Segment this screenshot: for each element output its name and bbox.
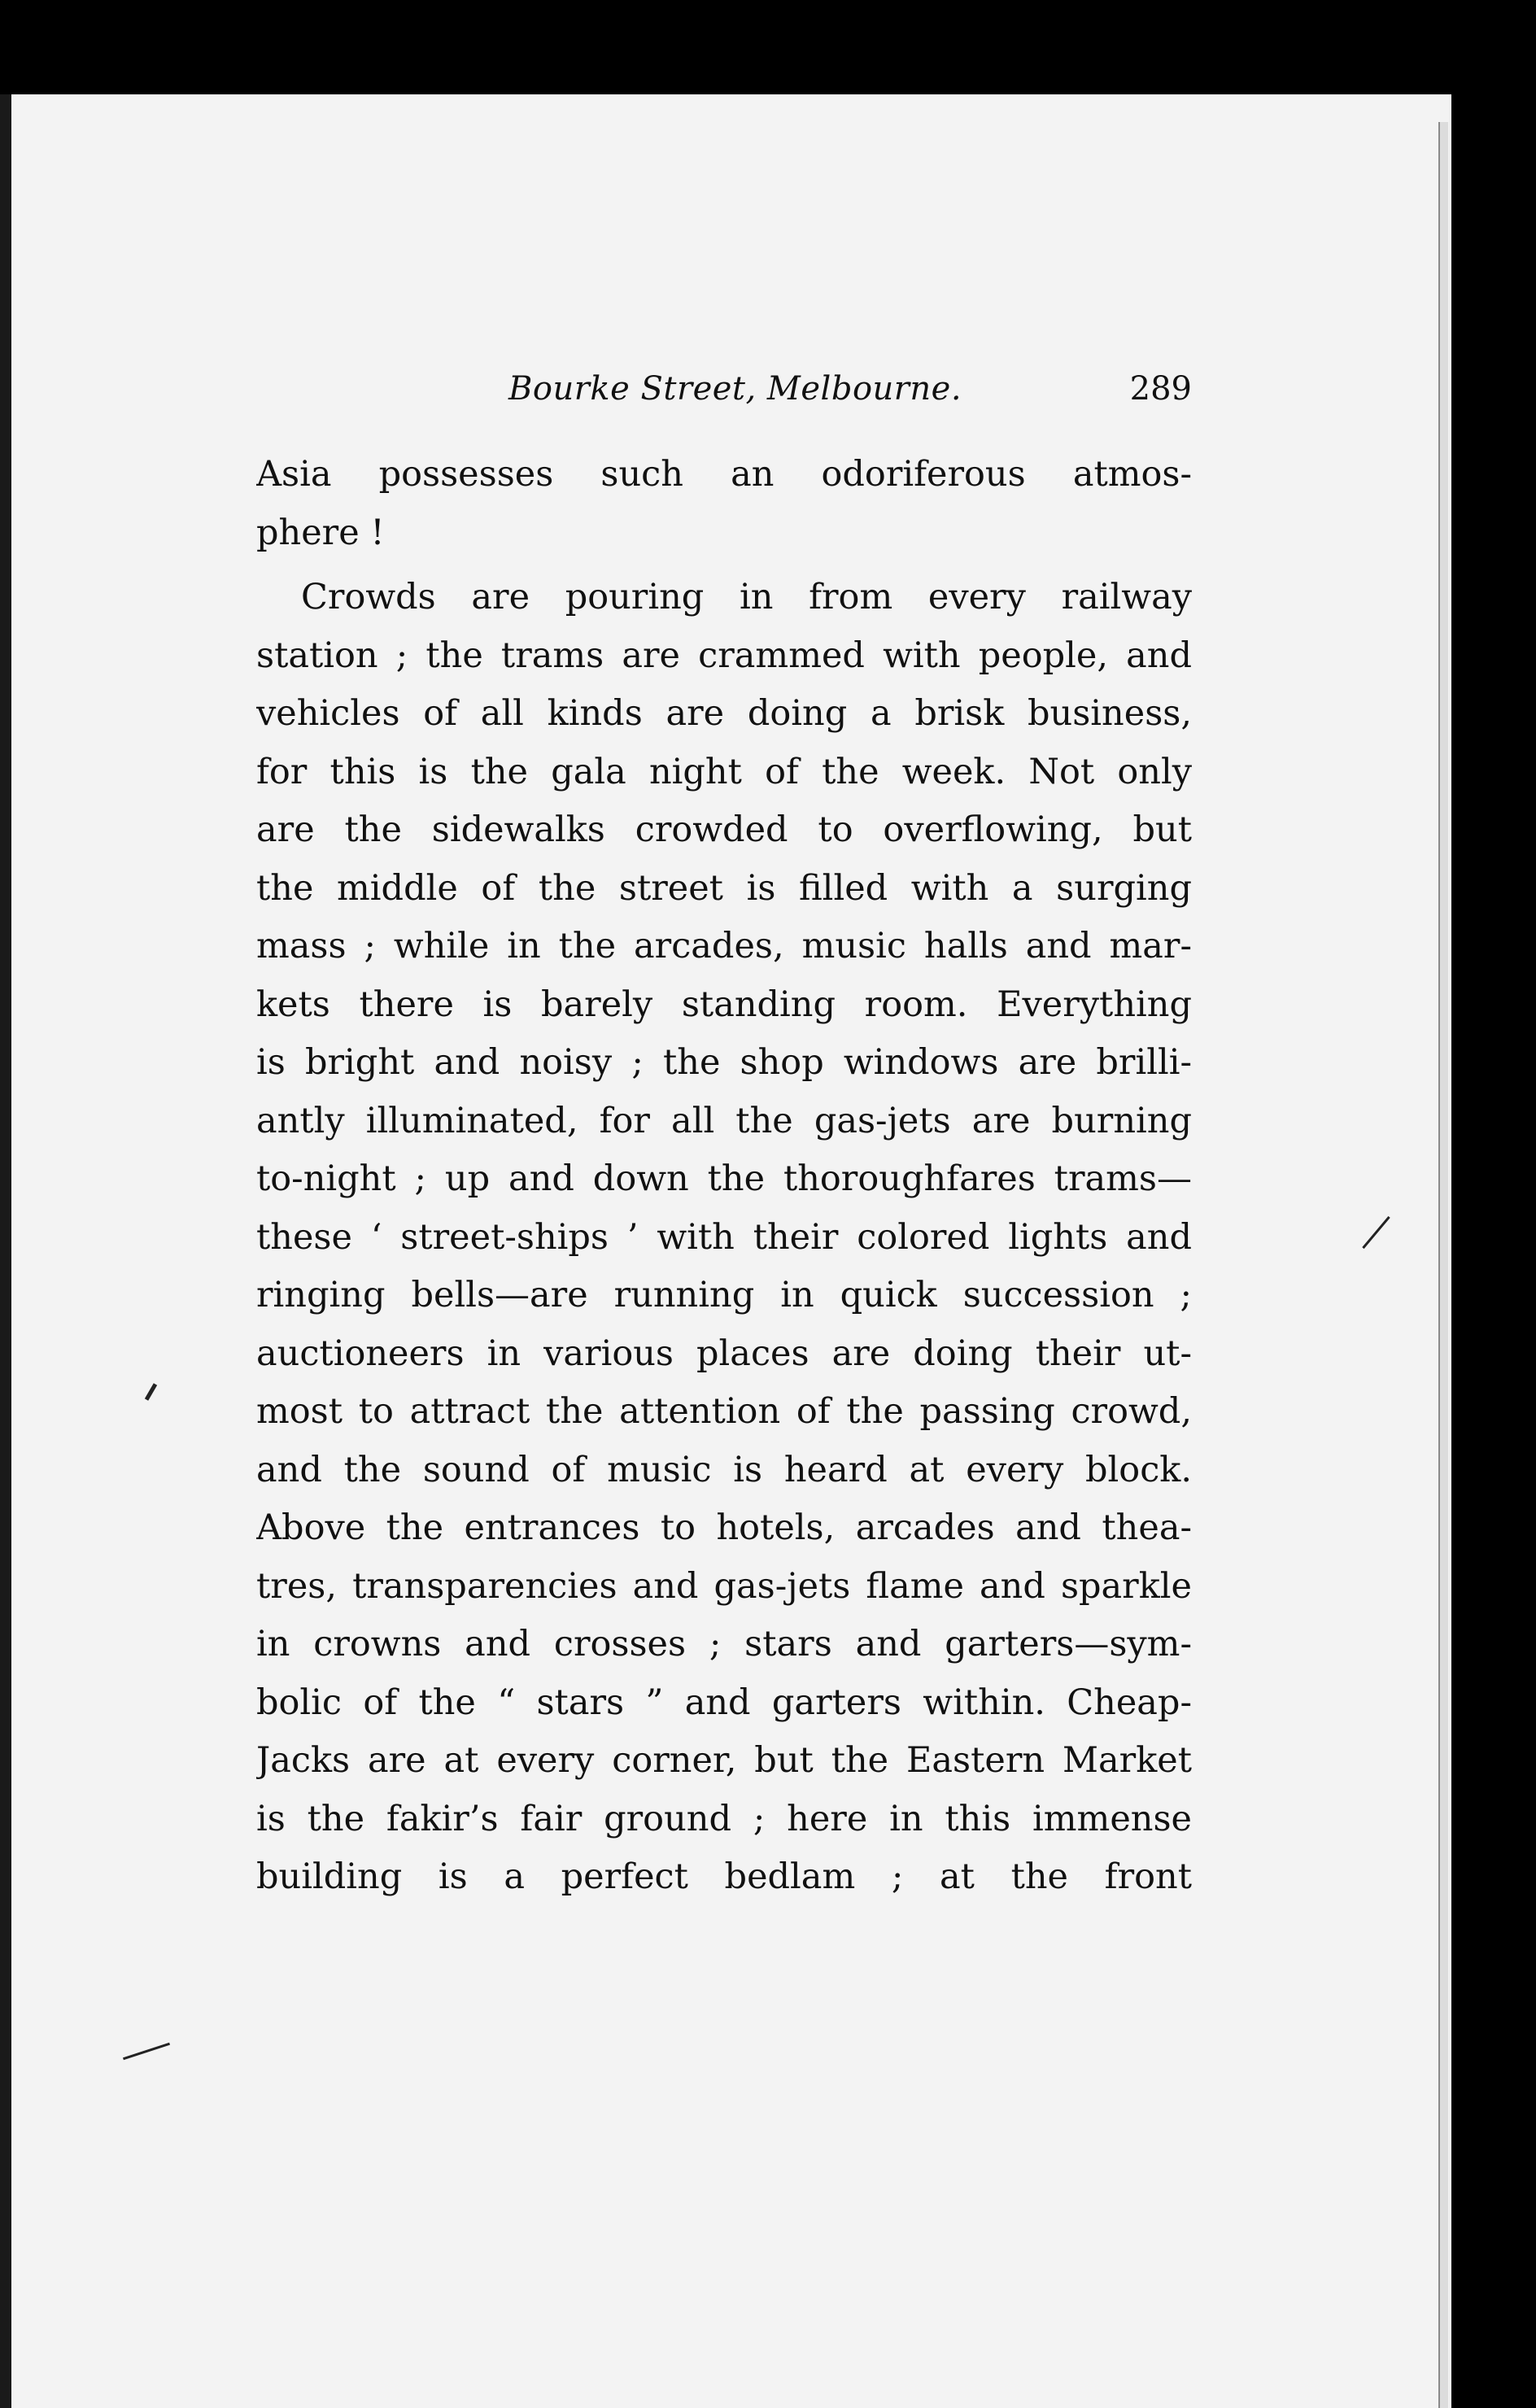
text-line: ringing bells—are running in quick succession ; (256, 1275, 1192, 1315)
text-line: and the sound of music is heard at every block. (256, 1449, 1192, 1490)
text-line: vehicles of all kinds are doing a brisk business, (256, 693, 1192, 734)
running-head: Bourke Street, Melbourne. (508, 370, 962, 408)
text-line: for this is the gala night of the week. Not only (256, 751, 1192, 792)
paragraph (256, 569, 1192, 1907)
text-line: most to attract the attention of the passing crowd, (256, 1391, 1192, 1432)
page-right-edge (1438, 122, 1448, 2408)
paragraph (256, 446, 1192, 562)
text-line: building is a perfect bedlam ; at the front (256, 1856, 1192, 1897)
text-line: phere ! (256, 512, 385, 553)
text-line: bolic of the “ stars ” and garters within. Cheap- (256, 1682, 1192, 1723)
text-line: these ‘ street-ships ’ with their colored lights and (256, 1216, 1192, 1258)
text-line: Asia possesses such an odoriferous atmos- (256, 454, 1192, 495)
text-line: auctioneers in various places are doing their ut- (256, 1333, 1192, 1374)
text-line: station ; the trams are crammed with people, and (256, 635, 1192, 676)
text-line: is the fakir’s fair ground ; here in this immense (256, 1798, 1192, 1839)
page-number: 289 (1129, 370, 1192, 408)
text-line: the middle of the street is filled with a surging (256, 867, 1192, 909)
text-line: kets there is barely standing room. Everything (256, 984, 1192, 1025)
page-header (256, 370, 1192, 419)
text-line: Jacks are at every corner, but the Eastern Market (256, 1740, 1192, 1781)
text-line: tres, transparencies and gas-jets flame and sparkle (256, 1565, 1192, 1607)
text-line: in crowns and crosses ; stars and garters—sym- (256, 1624, 1192, 1664)
body-text (256, 446, 1192, 1907)
text-line: are the sidewalks crowded to overflowing, but (256, 809, 1192, 850)
text-line: Crowds are pouring in from every railway (301, 577, 1192, 617)
page-left-edge (0, 94, 11, 2408)
paragraph-gap (256, 562, 1192, 569)
text-line: is bright and noisy ; the shop windows are brilli- (256, 1042, 1192, 1083)
text-line: antly illuminated, for all the gas-jets are burning (256, 1100, 1192, 1141)
text-line: to-night ; up and down the thoroughfares trams— (256, 1158, 1192, 1199)
text-line: Above the entrances to hotels, arcades and thea- (256, 1507, 1192, 1548)
text-line: mass ; while in the arcades, music halls and mar- (256, 926, 1192, 966)
